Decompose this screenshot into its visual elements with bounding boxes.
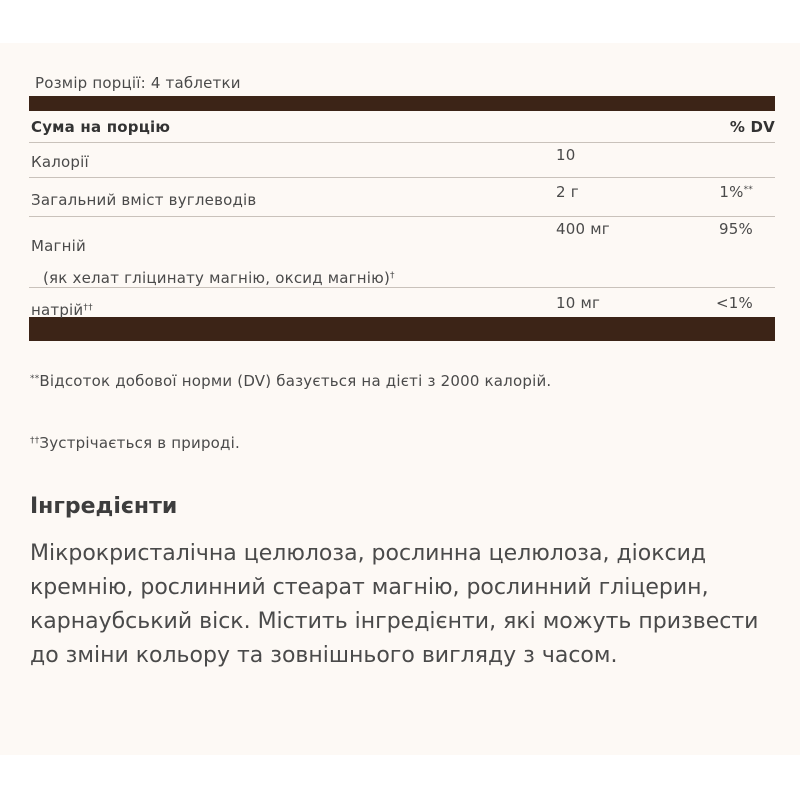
table-row-sodium (29, 288, 775, 317)
amount-per-serving-label: Сума на порцію (31, 118, 171, 136)
table-row-calories (29, 143, 775, 178)
nutrient-dv: 1%** (719, 183, 753, 201)
footnote-dv: **Відсоток добової норми (DV) базується на дієті з 2000 калорій. (30, 372, 552, 390)
nutrient-amount: 10 мг (556, 294, 601, 312)
ingredients-heading: Інгредієнти (30, 494, 178, 519)
nutrient-dv: <1% (716, 294, 753, 312)
table-header-row (29, 111, 775, 143)
footnote-mark: †† (83, 303, 93, 313)
nutrient-name: натрій†† (31, 301, 93, 319)
nutrient-amount: 10 (556, 146, 576, 164)
footnote-mark: † (390, 271, 395, 281)
supplement-facts-table (29, 70, 775, 341)
nutrient-name: Магній (як хелат гліцинату магнію, оксид магнію)† (31, 231, 395, 293)
table-row-magnesium (29, 217, 775, 288)
dv-header-label: % DV (729, 118, 775, 136)
table-row-carbohydrates (29, 178, 775, 217)
nutrient-name: Загальний вміст вуглеводів (31, 191, 257, 209)
nutrient-name: Калорії (31, 153, 89, 171)
nutrient-amount: 400 мг (556, 220, 610, 238)
nutrient-source-note: (як хелат гліцинату магнію, оксид магнію)† (43, 269, 395, 287)
nutrient-amount: 2 г (556, 183, 579, 201)
bottom-divider (29, 317, 775, 341)
top-divider (29, 96, 775, 111)
footnote-mark: ** (743, 185, 753, 195)
serving-size: Розмір порції: 4 таблетки (35, 74, 241, 92)
ingredients-text: Мікрокристалічна целюлоза, рослинна целюлоза, діоксид кремнію, рослинний стеарат магнію, рослинний гліцерин, карнаубський віск. Містить інгредієнти, які можуть призвести до зміни кольору та зовнішнього вигляду з часом. (30, 541, 759, 668)
nutrient-dv: 95% (719, 220, 753, 238)
footnote-natural: ††Зустрічається в природі. (30, 434, 240, 452)
